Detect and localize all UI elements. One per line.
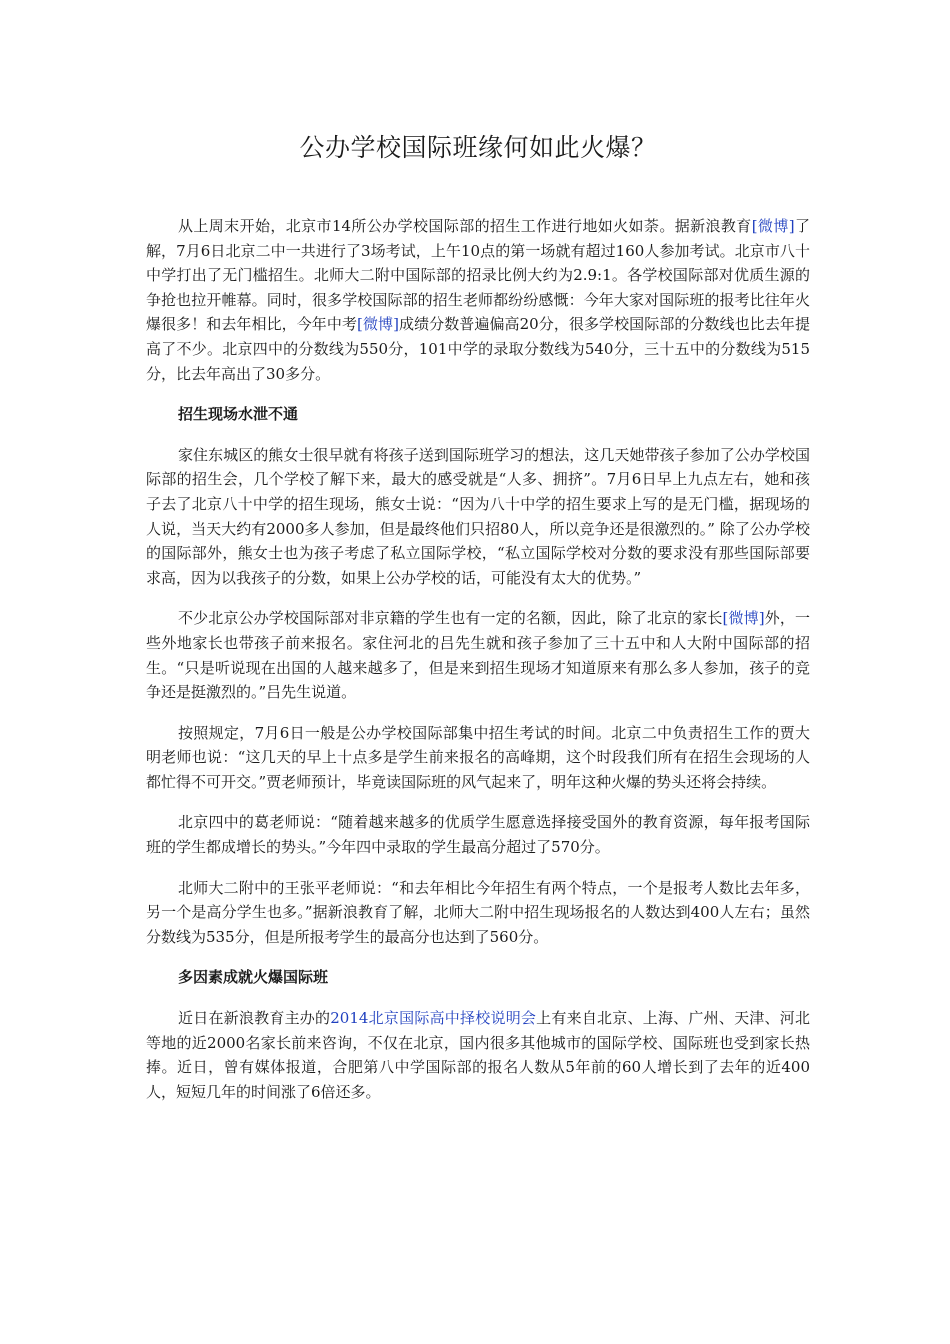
paragraph-text: 成绩分数普遍偏高20分，很多学校国际部的分数线也比去年提高了不少。北京四中的分数线为550分，101中学的录取分数线为540分，三十五中的分数线为515分，比去年高出了30多分。 xyxy=(146,315,810,383)
paragraph-xiong: 家住东城区的熊女士很早就有将孩子送到国际班学习的想法，这几天她带孩子参加了公办学校国际部的招生会，几个学校了解下来，最大的感受就是“人多、拥挤”。7月6日早上九点左右，她和孩子去了北京八十中学的招生现场，熊女士说：“因为八十中学的招生要求上写的是无门槛，据现场的人说，当天大约有2000多人参加，但是最终他们只招80人，所以竞争还是很激烈的。” 除了公办学校的国际部外，熊女士也为孩子考虑了私立国际学校，“私立国际学校对分数的要求没有那些国际部要求高，因为以我孩子的分数，如果上公办学校的话，可能没有太大的优势。” xyxy=(146,445,810,587)
paragraph-intro xyxy=(146,214,810,386)
paragraph-text: 不少北京公办学校国际部对非京籍的学生也有一定的名额，因此，除了北京的家长 xyxy=(178,609,723,628)
article-body xyxy=(146,214,810,1120)
seminar-link[interactable]: 2014北京国际高中择校说明会 xyxy=(330,1009,537,1028)
paragraph-seminar xyxy=(146,1006,810,1104)
paragraph-wang: 北师大二附中的王张平老师说：“和去年相比今年招生有两个特点，一个是报考人数比去年多，另一个是高分学生也多。”据新浪教育了解，北师大二附中招生现场报名的人数达到400人左右；虽然分数线为535分，但是所报考学生的最高分也达到了560分。 xyxy=(146,878,810,946)
weibo-link[interactable]: [微博] xyxy=(722,609,765,628)
paragraph-text: 了解，7月6日北京二中一共进行了3场考试，上午10点的第一场就有超过160人参加考试。北京市八十中学打出了无门槛招生。北师大二附中国际部的招录比例大约为2.9:1。各学校国际部对优质生源的争抢也拉开帷幕。同时，很多学校国际部的招生老师都纷纷感慨：今年大家对国际班的报考比往年火爆很多！和去年相比，今年中考 xyxy=(146,217,810,334)
article-title: 公办学校国际班缘何如此火爆？ xyxy=(299,133,657,162)
paragraph-text: 近日在新浪教育主办的 xyxy=(178,1009,331,1028)
weibo-link[interactable]: [微博] xyxy=(751,217,795,235)
section-heading-recruitment-site: 招生现场水泄不通 xyxy=(178,405,299,424)
paragraph-jia: 按照规定，7月6日一般是公办学校国际部集中招生考试的时间。北京二中负责招生工作的贾大明老师也说：“这几天的早上十点多是学生前来报名的高峰期，这个时段我们所有在招生会现场的人都忙得不可开交。”贾老师预计，毕竟读国际班的风气起来了，明年这种火爆的势头还将会持续。 xyxy=(146,723,810,791)
weibo-link[interactable]: [微博] xyxy=(357,315,399,334)
paragraph-ge: 北京四中的葛老师说：“随着越来越多的优质学生愿意选择接受国外的教育资源，每年报考国际班的学生都成增长的势头。”今年四中录取的学生最高分超过了570分。 xyxy=(146,813,810,857)
paragraph-text: 从上周末开始，北京市14所公办学校国际部的招生工作进行地如火如荼。据新浪教育 xyxy=(178,217,752,235)
section-heading-factors: 多因素成就火爆国际班 xyxy=(178,968,329,987)
paragraph-text: 上有来自北京、上海、广州、天津、河北等地的近2000名家长前来咨询，不仅在北京，国内很多其他城市的国际学校、国际班也受到家长热捧。近日，曾有媒体报道，合肥第八中学国际部的报名人数从5年前的60人增长到了去年的近400人，短短几年的时间涨了6倍还多。 xyxy=(146,1009,810,1101)
paragraph-text: 外，一些外地家长也带孩子前来报名。家住河北的吕先生就和孩子参加了三十五中和人大附中国际部的招生。“只是听说现在出国的人越来越多了，但是来到招生现场才知道原来有那么多人参加，孩子的竞争还是挺激烈的。”吕先生说道。 xyxy=(146,609,810,702)
paragraph-lv xyxy=(146,606,810,704)
